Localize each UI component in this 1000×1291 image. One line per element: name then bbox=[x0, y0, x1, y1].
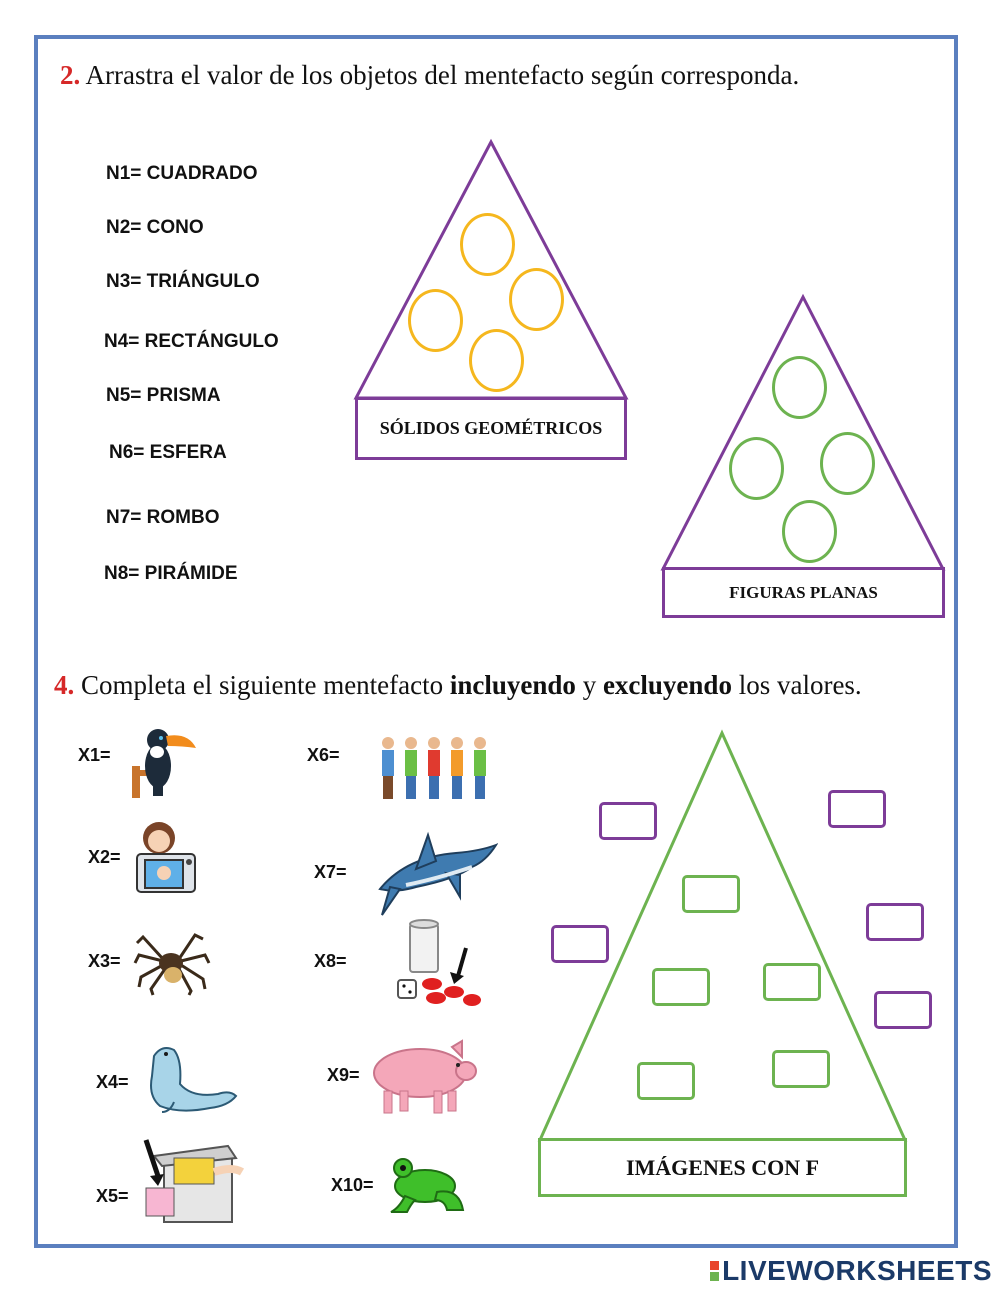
solidos-drop-slot-3[interactable] bbox=[408, 289, 463, 352]
n2-label[interactable]: N2= CONO bbox=[106, 217, 204, 238]
figuras-planas-label: FIGURAS PLANAS bbox=[662, 567, 945, 618]
x4-label[interactable]: X4= bbox=[96, 1072, 129, 1092]
shark-icon bbox=[376, 827, 498, 917]
section-4-number: 4. bbox=[54, 670, 75, 700]
seal-icon bbox=[140, 1040, 240, 1114]
toucan-icon bbox=[130, 720, 200, 800]
include-slot-2[interactable] bbox=[652, 968, 710, 1006]
pig-icon bbox=[370, 1037, 480, 1115]
camera-photo-icon bbox=[135, 818, 197, 894]
x5-label[interactable]: X5= bbox=[96, 1186, 129, 1206]
liveworksheets-mark-icon bbox=[710, 1260, 719, 1282]
n8-label[interactable]: N8= PIRÁMIDE bbox=[104, 563, 238, 584]
solidos-drop-slot-1[interactable] bbox=[460, 213, 515, 276]
exclude-slot-2[interactable] bbox=[828, 790, 886, 828]
n6-label[interactable]: N6= ESFERA bbox=[109, 442, 227, 463]
section-4-instruction-b: y bbox=[582, 670, 597, 700]
x6-label[interactable]: X6= bbox=[307, 745, 340, 765]
section-4-instruction-c: los valores. bbox=[738, 670, 862, 700]
include-slot-4[interactable] bbox=[637, 1062, 695, 1100]
exclude-slot-4[interactable] bbox=[866, 903, 924, 941]
n3-label[interactable]: N3= TRIÁNGULO bbox=[106, 271, 260, 292]
x10-label[interactable]: X10= bbox=[331, 1175, 374, 1195]
x1-label[interactable]: X1= bbox=[78, 745, 111, 765]
queue-people-icon bbox=[378, 733, 492, 801]
section-2-instruction: Arrastra el valor de los objetos del mentefacto según corresponda. bbox=[85, 60, 800, 90]
x3-label[interactable]: X3= bbox=[88, 951, 121, 971]
solidos-drop-slot-4[interactable] bbox=[469, 329, 524, 392]
exclude-slot-5[interactable] bbox=[874, 991, 932, 1029]
planas-drop-slot-4[interactable] bbox=[782, 500, 837, 563]
solidos-geometricos-label: SÓLIDOS GEOMÉTRICOS bbox=[355, 397, 627, 460]
section-2-number: 2. bbox=[60, 60, 81, 90]
x2-label[interactable]: X2= bbox=[88, 847, 121, 867]
x8-label[interactable]: X8= bbox=[314, 951, 347, 971]
n1-label[interactable]: N1= CUADRADO bbox=[106, 163, 258, 184]
imagenes-con-f-label: IMÁGENES CON F bbox=[538, 1138, 907, 1197]
section-4-instruction-bold-1: incluyendo bbox=[449, 670, 576, 700]
x9-label[interactable]: X9= bbox=[327, 1065, 360, 1085]
liveworksheets-logo bbox=[710, 1255, 992, 1287]
spider-icon bbox=[133, 925, 211, 997]
section-4-instruction-bold-2: excluyendo bbox=[602, 670, 732, 700]
include-slot-3[interactable] bbox=[763, 963, 821, 1001]
n7-label[interactable]: N7= ROMBO bbox=[106, 507, 220, 528]
exclude-slot-3[interactable] bbox=[551, 925, 609, 963]
include-slot-1[interactable] bbox=[682, 875, 740, 913]
x7-label[interactable]: X7= bbox=[314, 862, 347, 882]
exclude-slot-1[interactable] bbox=[599, 802, 657, 840]
n5-label[interactable]: N5= PRISMA bbox=[106, 385, 221, 406]
frog-icon bbox=[385, 1152, 467, 1214]
photocopier-icon bbox=[132, 1136, 244, 1224]
liveworksheets-brand-text: LIVEWORKSHEETS bbox=[722, 1255, 992, 1286]
section-4-heading bbox=[54, 670, 862, 701]
solidos-drop-slot-2[interactable] bbox=[509, 268, 564, 331]
planas-drop-slot-2[interactable] bbox=[729, 437, 784, 500]
game-tokens-icon bbox=[396, 918, 482, 1006]
planas-drop-slot-3[interactable] bbox=[820, 432, 875, 495]
planas-drop-slot-1[interactable] bbox=[772, 356, 827, 419]
include-slot-5[interactable] bbox=[772, 1050, 830, 1088]
section-4-instruction-a: Completa el siguiente mentefacto bbox=[81, 670, 444, 700]
n4-label[interactable]: N4= RECTÁNGULO bbox=[104, 331, 279, 352]
